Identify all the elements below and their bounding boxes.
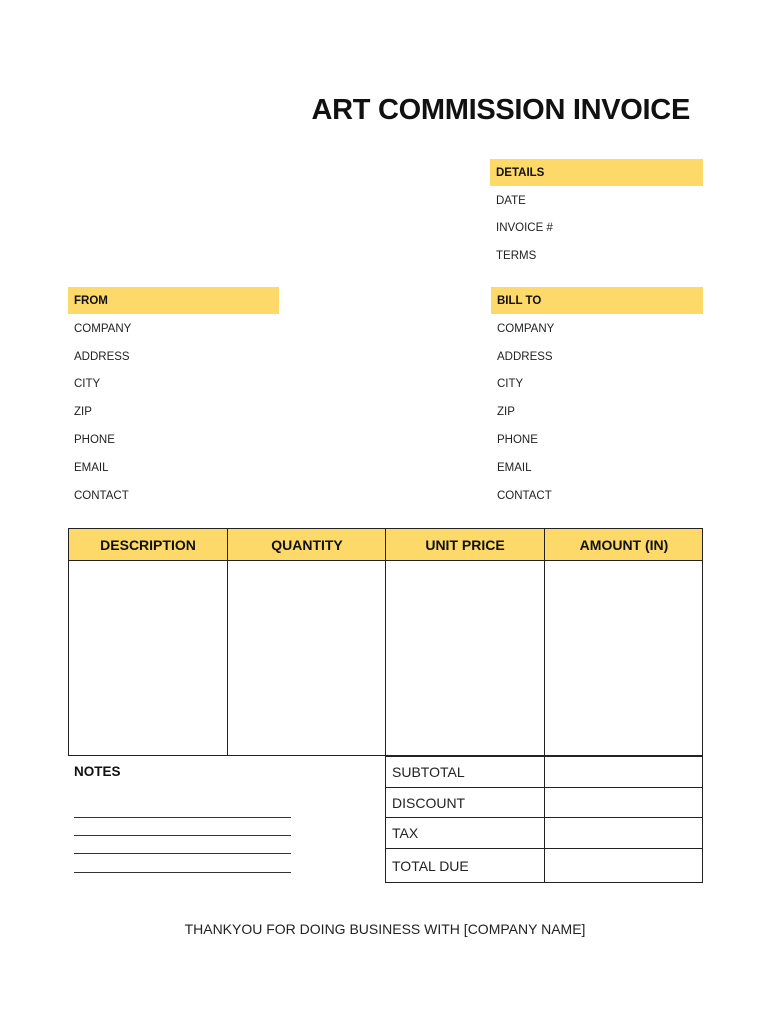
total-due-label: TOTAL DUE — [392, 857, 469, 874]
notes-line[interactable] — [74, 853, 291, 854]
from-zip-label: ZIP — [74, 406, 92, 418]
tax-value-cell[interactable] — [545, 818, 702, 848]
discount-row — [386, 788, 702, 818]
notes-line[interactable] — [74, 872, 291, 873]
totals-table — [385, 756, 703, 883]
from-city-label: CITY — [74, 378, 101, 390]
amount-cell[interactable] — [545, 561, 702, 755]
details-heading-label: DETAILS — [496, 166, 545, 179]
bill-to-zip-label: ZIP — [497, 406, 515, 418]
bill-to-address-label: ADDRESS — [497, 351, 553, 363]
column-header-unit-price: UNIT PRICE — [425, 536, 505, 553]
discount-value-cell[interactable] — [545, 788, 702, 817]
bill-to-email-label: EMAIL — [497, 462, 532, 474]
footer-thank-you: THANKYOU FOR DOING BUSINESS WITH [COMPANY NAME] — [184, 921, 586, 937]
notes-line[interactable] — [74, 817, 291, 818]
bill-to-phone-label: PHONE — [497, 434, 538, 446]
bill-to-heading — [491, 287, 703, 314]
invoice-number-label: INVOICE # — [496, 222, 553, 234]
tax-row — [386, 818, 702, 849]
subtotal-row — [386, 757, 702, 788]
from-address-label: ADDRESS — [74, 351, 130, 363]
date-label: DATE — [496, 195, 526, 207]
bill-to-contact-label: CONTACT — [497, 490, 552, 502]
bill-to-heading-label: BILL TO — [497, 294, 542, 307]
subtotal-value-cell[interactable] — [545, 757, 702, 787]
from-heading-label: FROM — [74, 294, 108, 307]
from-phone-label: PHONE — [74, 434, 115, 446]
bill-to-company-label: COMPANY — [497, 323, 555, 335]
from-company-label: COMPANY — [74, 323, 132, 335]
discount-label: DISCOUNT — [392, 794, 466, 811]
column-header-description: DESCRIPTION — [100, 536, 196, 553]
subtotal-label: SUBTOTAL — [392, 764, 465, 780]
notes-line[interactable] — [74, 835, 291, 836]
invoice-title: ART COMMISSION INVOICE — [311, 94, 690, 126]
column-header-quantity: QUANTITY — [271, 536, 343, 553]
bill-to-city-label: CITY — [497, 378, 524, 390]
tax-label: TAX — [392, 825, 419, 841]
notes-heading: NOTES — [74, 764, 121, 779]
quantity-cell[interactable] — [228, 561, 385, 755]
details-heading — [490, 159, 703, 186]
line-items-table — [68, 528, 703, 756]
unit-price-cell[interactable] — [386, 561, 544, 755]
terms-label: TERMS — [496, 250, 537, 262]
column-header-amount: AMOUNT (IN) — [579, 536, 669, 553]
from-heading — [68, 287, 279, 314]
total-due-value-cell[interactable] — [545, 849, 702, 882]
description-cell[interactable] — [69, 561, 227, 755]
from-contact-label: CONTACT — [74, 490, 129, 502]
from-email-label: EMAIL — [74, 462, 109, 474]
total-due-row — [386, 849, 702, 882]
